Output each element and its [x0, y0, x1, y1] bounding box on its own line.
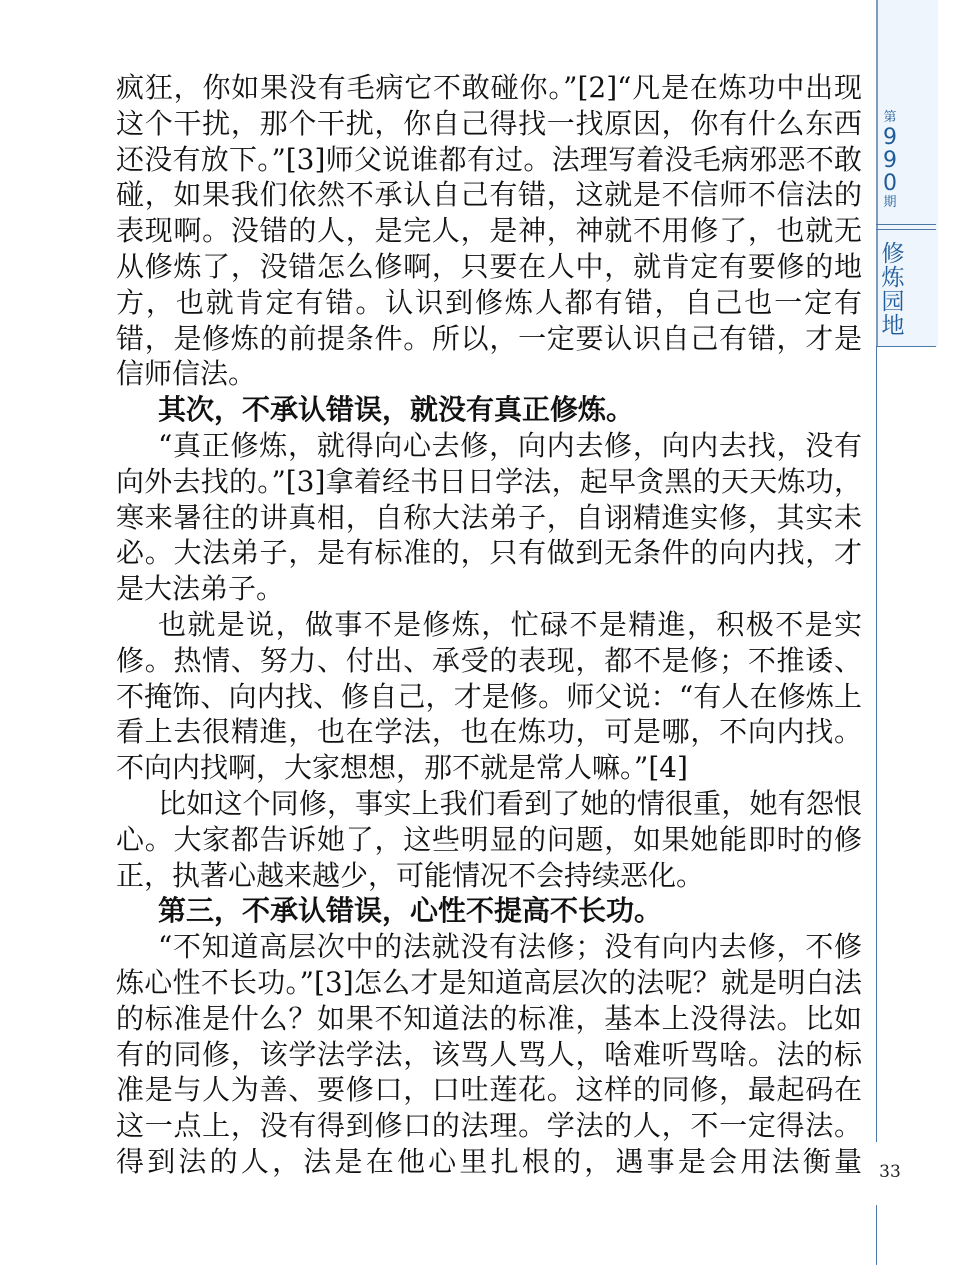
paragraph: “不知道高层次中的法就没有法修；没有向内去修，不修炼心性不长功。”[3]怎么才是知道高层次的法呢？就是明白法的标准是什么？如果不知道法的标准，基本上没得法。比如有的同修，该学法学法，该骂人骂人，啥难听骂啥。法的标准是与人为善、要修口，口吐莲花。这样的同修，最起码在这一点上，没有得到修口的法理。学法的人，不一定得法。得到法的人，法是在他心里扎根的，遇事是会用法衡量	[116, 930, 862, 1178]
margin-rule	[876, 347, 877, 1142]
page-number: 33	[879, 1162, 901, 1182]
paragraph: 也就是说，做事不是修炼，忙碌不是精進，积极不是实修。热情、努力、付出、承受的表现，都不是修；不推诿、不掩饰、向内找、修自己，才是修。师父说：“有人在修炼上看上去很精進，也在学法，也在炼功，可是哪，不向内找。不向内找啊，大家想想，那不就是常人嘛。”[4]	[116, 607, 862, 785]
margin-rule	[876, 1205, 877, 1265]
issue-digit: 9	[883, 125, 897, 150]
paragraph: 疯狂，你如果没有毛病它不敢碰你。”[2]“凡是在炼功中出现这个干扰，那个干扰，你自己得找一找原因，你有什么东西还没有放下。”[3]师父说谁都有过。法理写着没毛病邪恶不敢碰，如果我们依然不承认自己有错，这就是不信师不信法的表现啊。没错的人，是完人，是神，神就不用修了，也就无从修炼了，没错怎么修啊，只要在人中，就肯定有要修的地方，也就肯定有错。认识到修炼人都有错，自己也一定有错，是修炼的前提条件。所以，一定要认识自己有错，才是信师信法。	[116, 71, 862, 391]
section-heading: 第三，不承认错误，心性不提高不长功。	[158, 894, 663, 928]
issue-prefix: 第	[883, 110, 897, 125]
issue-digit: 0	[883, 171, 897, 196]
sidebar-divider	[876, 224, 936, 225]
section-title-char: 地	[881, 313, 905, 339]
section-title	[878, 242, 908, 338]
section-heading: 其次，不承认错误，就没有真正修炼。	[158, 393, 635, 427]
paragraph: 比如这个同修，事实上我们看到了她的情很重，她有怨恨心。大家都告诉她了，这些明显的问题，如果她能即时的修正，执著心越来越少，可能情况不会持续恶化。	[116, 786, 862, 892]
section-title-char: 炼	[881, 265, 905, 291]
issue-suffix: 期	[883, 195, 897, 210]
issue-number	[876, 110, 904, 211]
paragraph: “真正修炼，就得向心去修，向内去修，向内去找，没有向外去找的。”[3]拿着经书日日学法，起早贪黑的天天炼功，寒来暑往的讲真相，自称大法弟子，自诩精進实修，其实未必。大法弟子，是有标准的，只有做到无条件的向内找，才是大法弟子。	[116, 428, 862, 606]
article-body	[116, 70, 862, 1180]
section-title-char: 修	[881, 241, 905, 267]
issue-digit: 9	[883, 148, 897, 173]
section-title-char: 园	[881, 289, 905, 315]
sidebar-divider	[876, 229, 936, 230]
sidebar-divider	[876, 346, 936, 347]
